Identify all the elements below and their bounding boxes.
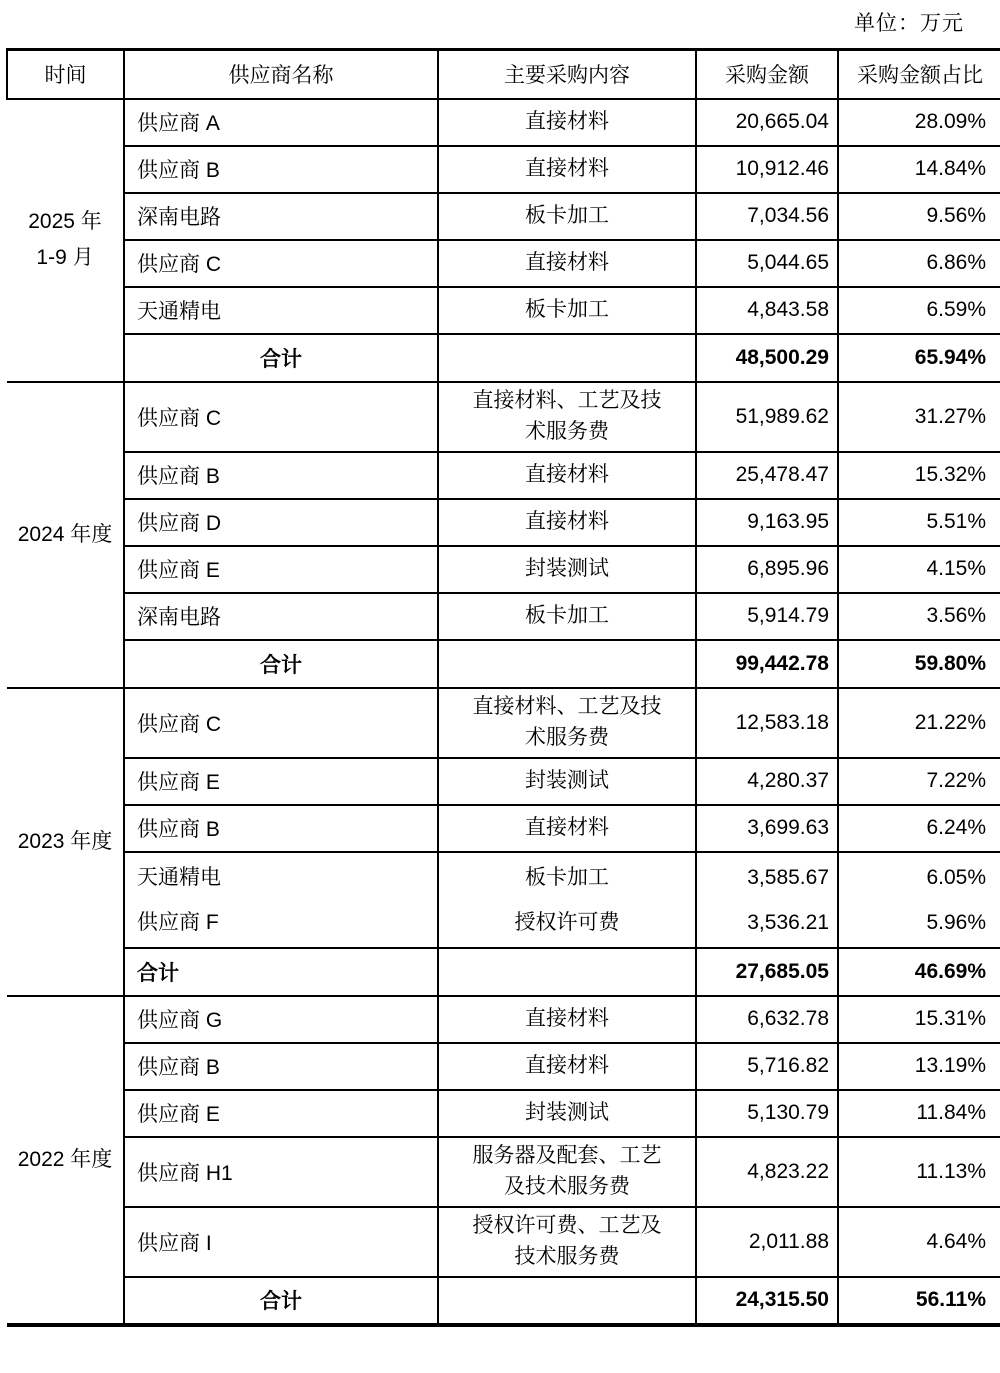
header-row	[7, 50, 1000, 99]
amount-cell: 5,130.79	[696, 1090, 838, 1137]
content-cell: 板卡加工	[438, 193, 696, 240]
supplier-cell: 供应商 E	[124, 758, 438, 805]
table-row	[7, 1137, 1000, 1207]
total-ratio-cell: 56.11%	[838, 1277, 1000, 1325]
table-row	[7, 146, 1000, 193]
time-period-line: 2024 年度	[17, 522, 113, 546]
total-amount-cell: 27,685.05	[696, 948, 838, 996]
ratio-cell: 14.84%	[838, 146, 1000, 193]
amount-cell: 6,895.96	[696, 546, 838, 593]
table-row	[7, 1207, 1000, 1277]
content-cell	[438, 852, 696, 948]
time-period-line: 2023 年度	[17, 829, 113, 853]
content-cell: 直接材料、工艺及技术服务费	[438, 382, 696, 452]
table-row	[7, 758, 1000, 805]
time-period-line: 2025 年	[28, 210, 102, 233]
time-period-cell	[7, 688, 124, 996]
amount-cell: 4,280.37	[696, 758, 838, 805]
content-cell: 直接材料、工艺及技术服务费	[438, 688, 696, 758]
amount-line: 3,585.67	[747, 865, 829, 889]
unit-label: 单位：万元	[854, 12, 964, 35]
amount-cell: 2,011.88	[696, 1207, 838, 1277]
ratio-cell: 7.22%	[838, 758, 1000, 805]
content-cell: 封装测试	[438, 1090, 696, 1137]
total-ratio-cell: 65.94%	[838, 334, 1000, 382]
table-row	[7, 99, 1000, 146]
column-header-ratio: 采购金额占比	[838, 50, 1000, 99]
total-label-cell: 合计	[124, 948, 438, 996]
total-amount-cell: 24,315.50	[696, 1277, 838, 1325]
time-period-line: 1-9 月	[36, 246, 94, 269]
amount-cell: 5,914.79	[696, 593, 838, 640]
time-period-cell	[7, 382, 124, 688]
total-row	[7, 640, 1000, 688]
table-row	[7, 452, 1000, 499]
supplier-cell: 供应商 B	[124, 1043, 438, 1090]
table-row	[7, 546, 1000, 593]
ratio-cell: 28.09%	[838, 99, 1000, 146]
content-cell: 直接材料	[438, 1043, 696, 1090]
table-row	[7, 1043, 1000, 1090]
content-line: 板卡加工	[525, 865, 609, 889]
table-row	[7, 382, 1000, 452]
supplier-cell: 供应商 C	[124, 382, 438, 452]
amount-cell: 7,034.56	[696, 193, 838, 240]
content-cell: 直接材料	[438, 99, 696, 146]
supplier-cell: 深南电路	[124, 193, 438, 240]
amount-line: 3,536.21	[747, 910, 829, 934]
table-row	[7, 499, 1000, 546]
supplier-cell: 供应商 D	[124, 499, 438, 546]
table-row	[7, 593, 1000, 640]
supplier-cell: 供应商 E	[124, 546, 438, 593]
content-cell: 直接材料	[438, 805, 696, 852]
supplier-cell: 供应商 B	[124, 146, 438, 193]
amount-cell: 5,716.82	[696, 1043, 838, 1090]
ratio-cell: 21.22%	[838, 688, 1000, 758]
ratio-cell: 31.27%	[838, 382, 1000, 452]
ratio-cell: 6.86%	[838, 240, 1000, 287]
ratio-cell: 6.24%	[838, 805, 1000, 852]
content-cell: 服务器及配套、工艺及技术服务费	[438, 1137, 696, 1207]
supplier-line: 供应商 F	[137, 910, 219, 934]
time-period-cell	[7, 996, 124, 1325]
amount-cell	[696, 852, 838, 948]
total-amount-cell: 48,500.29	[696, 334, 838, 382]
content-cell: 板卡加工	[438, 593, 696, 640]
supplier-cell: 天通精电	[124, 287, 438, 334]
amount-cell: 4,843.58	[696, 287, 838, 334]
total-spacer-cell	[438, 640, 696, 688]
supplier-cell	[124, 852, 438, 948]
supplier-cell: 供应商 C	[124, 240, 438, 287]
ratio-cell: 15.31%	[838, 996, 1000, 1043]
ratio-cell: 4.15%	[838, 546, 1000, 593]
amount-cell: 51,989.62	[696, 382, 838, 452]
content-cell: 封装测试	[438, 758, 696, 805]
content-line: 授权许可费	[514, 910, 620, 934]
content-cell: 板卡加工	[438, 287, 696, 334]
column-header-content: 主要采购内容	[438, 50, 696, 99]
content-cell: 直接材料	[438, 452, 696, 499]
supplier-cell: 供应商 H1	[124, 1137, 438, 1207]
amount-cell: 9,163.95	[696, 499, 838, 546]
table-row	[7, 996, 1000, 1043]
ratio-cell: 11.84%	[838, 1090, 1000, 1137]
content-cell: 直接材料	[438, 240, 696, 287]
total-label-cell: 合计	[124, 640, 438, 688]
column-header-time: 时间	[7, 50, 124, 99]
ratio-cell	[838, 852, 1000, 948]
total-row	[7, 1277, 1000, 1325]
supplier-cell: 供应商 I	[124, 1207, 438, 1277]
content-cell: 直接材料	[438, 146, 696, 193]
amount-cell: 3,699.63	[696, 805, 838, 852]
supplier-cell: 供应商 A	[124, 99, 438, 146]
amount-cell: 12,583.18	[696, 688, 838, 758]
table-row	[7, 688, 1000, 758]
content-cell: 直接材料	[438, 996, 696, 1043]
total-row	[7, 334, 1000, 382]
total-amount-cell: 99,442.78	[696, 640, 838, 688]
content-cell: 封装测试	[438, 546, 696, 593]
supplier-cell: 深南电路	[124, 593, 438, 640]
procurement-table	[6, 48, 1000, 1327]
total-row	[7, 948, 1000, 996]
total-label-cell: 合计	[124, 334, 438, 382]
table-row	[7, 287, 1000, 334]
amount-cell: 5,044.65	[696, 240, 838, 287]
ratio-cell: 9.56%	[838, 193, 1000, 240]
ratio-cell: 6.59%	[838, 287, 1000, 334]
amount-cell: 10,912.46	[696, 146, 838, 193]
ratio-cell: 5.51%	[838, 499, 1000, 546]
amount-cell: 20,665.04	[696, 99, 838, 146]
column-header-amount: 采购金额	[696, 50, 838, 99]
amount-cell: 4,823.22	[696, 1137, 838, 1207]
supplier-cell: 供应商 B	[124, 452, 438, 499]
ratio-cell: 4.64%	[838, 1207, 1000, 1277]
supplier-cell: 供应商 B	[124, 805, 438, 852]
table-row	[7, 1090, 1000, 1137]
ratio-cell: 11.13%	[838, 1137, 1000, 1207]
ratio-cell: 3.56%	[838, 593, 1000, 640]
amount-cell: 25,478.47	[696, 452, 838, 499]
supplier-cell: 供应商 C	[124, 688, 438, 758]
ratio-cell: 13.19%	[838, 1043, 1000, 1090]
table-row	[7, 805, 1000, 852]
table-row	[7, 852, 1000, 948]
table-row	[7, 193, 1000, 240]
total-label-cell: 合计	[124, 1277, 438, 1325]
ratio-cell: 15.32%	[838, 452, 1000, 499]
content-cell: 直接材料	[438, 499, 696, 546]
time-period-line: 2022 年度	[17, 1147, 113, 1171]
table-row	[7, 240, 1000, 287]
amount-cell: 6,632.78	[696, 996, 838, 1043]
column-header-supplier: 供应商名称	[124, 50, 438, 99]
supplier-line: 天通精电	[137, 865, 221, 889]
supplier-cell: 供应商 E	[124, 1090, 438, 1137]
ratio-line: 6.05%	[926, 865, 986, 889]
total-spacer-cell	[438, 948, 696, 996]
total-spacer-cell	[438, 1277, 696, 1325]
total-ratio-cell: 46.69%	[838, 948, 1000, 996]
supplier-cell: 供应商 G	[124, 996, 438, 1043]
ratio-line: 5.96%	[926, 910, 986, 934]
total-spacer-cell	[438, 334, 696, 382]
time-period-cell	[7, 99, 124, 382]
content-cell: 授权许可费、工艺及技术服务费	[438, 1207, 696, 1277]
total-ratio-cell: 59.80%	[838, 640, 1000, 688]
